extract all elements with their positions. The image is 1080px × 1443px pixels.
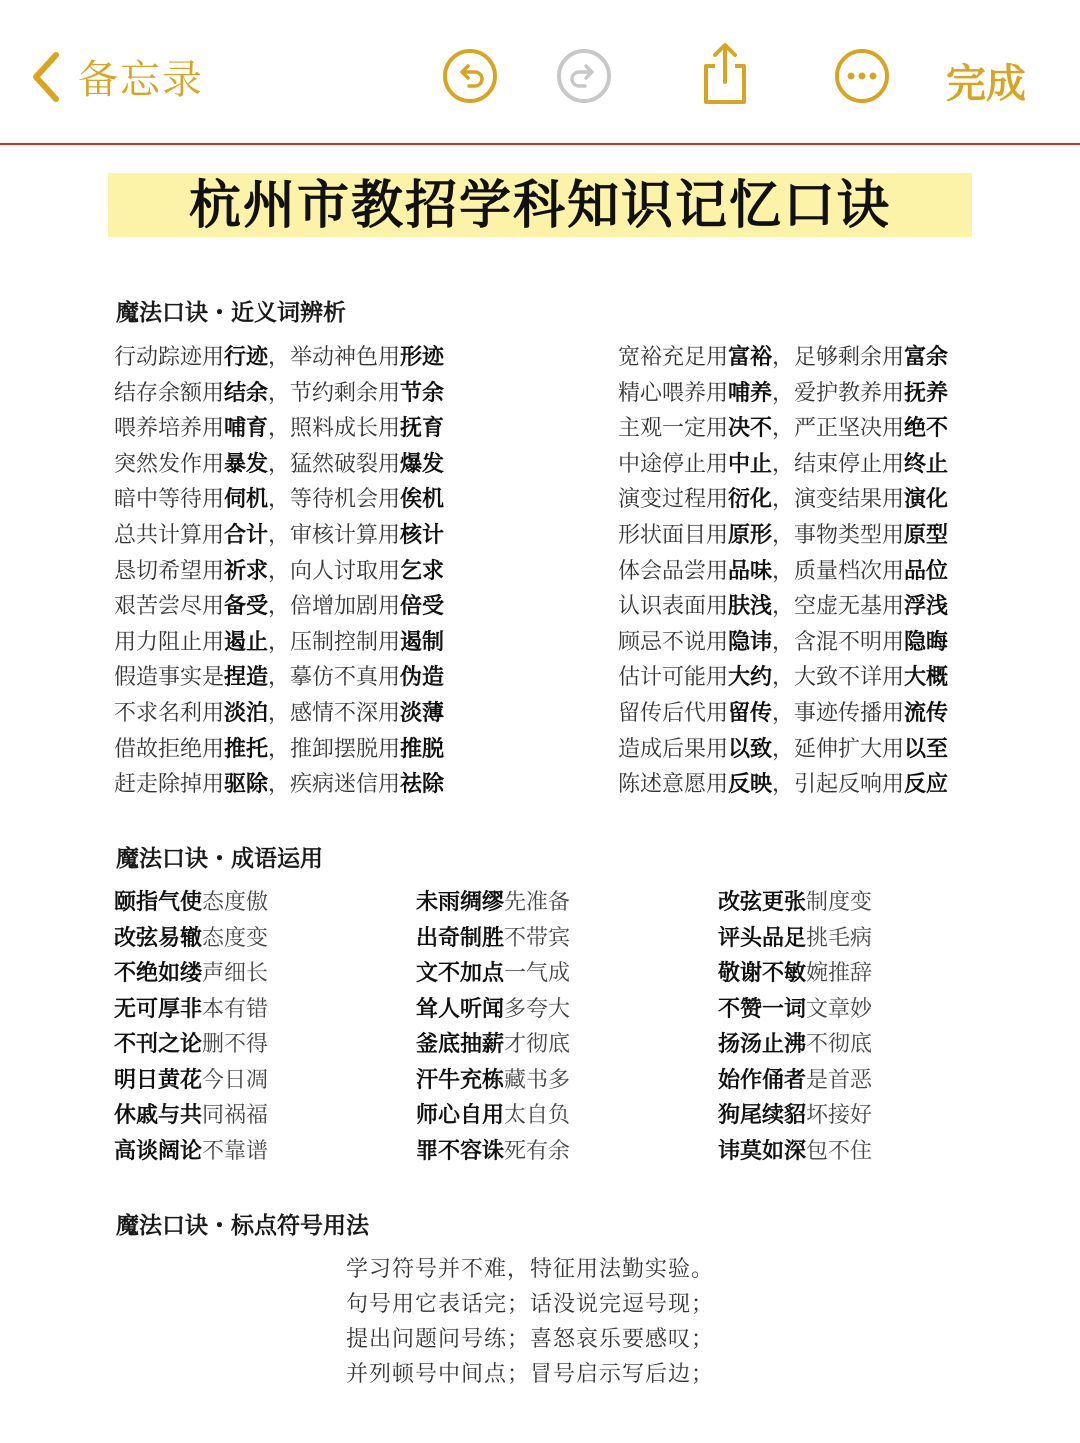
synonym-desc: ，大致不详用 [772, 665, 905, 691]
synonym-desc: ，质量档次用 [772, 558, 905, 584]
synonym-word: 乞求 [400, 557, 445, 584]
synonym-desc: 估计可能用 [618, 665, 729, 691]
synonym-desc: 赶走除掉用 [114, 772, 225, 798]
synonym-word: 结余 [224, 379, 269, 406]
synonym-desc: 用力阻止用 [114, 629, 225, 655]
toolbar [0, 0, 1080, 145]
idiom-row [718, 1098, 872, 1134]
synonym-desc: 宽裕充足用 [618, 345, 729, 370]
section-heading-punctuation: 魔法口诀・标点符号用法 [116, 1212, 369, 1239]
synonym-row [114, 732, 444, 768]
synonym-word: 暴发 [224, 450, 269, 477]
idiom-word: 罪不容诛 [416, 1137, 505, 1164]
idiom-word: 高谈阔论 [114, 1137, 203, 1164]
synonym-desc: ，推卸摆脱用 [268, 736, 401, 762]
idiom-meaning: 文章妙 [806, 996, 873, 1022]
synonym-row [114, 625, 444, 661]
synonym-word: 大约 [728, 664, 773, 691]
synonym-word: 衍化 [728, 486, 773, 513]
synonym-word: 隐晦 [904, 628, 949, 655]
synonym-word: 节余 [400, 379, 445, 406]
poem-line: 学习符号并不难，特征用法勤实验。 [346, 1257, 715, 1282]
synonym-desc: 借故拒绝用 [114, 736, 225, 762]
synonym-word: 爆发 [400, 450, 445, 477]
synonym-word: 捏造 [224, 664, 269, 691]
idiom-row [718, 885, 872, 921]
synonym-desc: 主观一定用 [618, 416, 729, 442]
synonym-word: 原型 [904, 521, 949, 548]
synonym-desc: ，足够剩余用 [772, 345, 905, 370]
idiom-meaning: 死有余 [504, 1138, 571, 1164]
synonym-desc: 喂养培养用 [114, 416, 225, 442]
more-icon[interactable] [834, 48, 890, 104]
idiom-word: 讳莫如深 [718, 1137, 807, 1164]
synonym-word: 以至 [904, 735, 949, 762]
synonym-desc: ，审核计算用 [268, 522, 401, 548]
idiom-meaning: 才彻底 [504, 1032, 571, 1057]
idiom-row [114, 885, 268, 921]
idiom-row [416, 1027, 570, 1063]
synonym-row [618, 482, 948, 518]
synonym-desc: 中途停止用 [618, 451, 729, 477]
synonym-desc: ，引起反响用 [772, 772, 905, 798]
synonym-row [618, 660, 948, 696]
idiom-word: 文不加点 [416, 960, 505, 986]
back-label: 备忘录 [78, 57, 204, 103]
idiom-row [718, 956, 872, 992]
synonym-row [618, 696, 948, 732]
done-button[interactable]: 完成 [946, 61, 1026, 107]
idiom-row [718, 921, 872, 957]
synonym-desc: 结存余额用 [114, 380, 225, 406]
synonym-word: 隐讳 [728, 628, 773, 655]
synonym-word: 核计 [400, 521, 445, 548]
synonym-desc: ，延伸扩大用 [772, 736, 905, 762]
idiom-word: 不赞一词 [718, 995, 807, 1022]
idiom-row [114, 1063, 268, 1099]
idiom-row [416, 956, 570, 992]
synonym-row [114, 376, 444, 412]
idiom-word: 不刊之论 [114, 1031, 203, 1057]
idiom-row [416, 1134, 570, 1170]
synonym-word: 绝不 [904, 415, 949, 442]
idiom-row [416, 992, 570, 1028]
synonym-desc: ，举动神色用 [268, 345, 401, 370]
idiom-row [718, 1027, 872, 1063]
synonym-word: 品位 [904, 557, 949, 584]
synonym-word: 驱除 [224, 771, 269, 798]
synonym-word: 合计 [224, 521, 269, 548]
idiom-word: 无可厚非 [114, 995, 203, 1022]
synonym-row [114, 589, 444, 625]
synonym-desc: ，倍增加剧用 [268, 594, 401, 620]
synonym-word: 肤浅 [728, 593, 773, 620]
synonym-desc: 陈述意愿用 [618, 772, 729, 798]
synonym-word: 遏制 [400, 628, 445, 655]
idiom-meaning: 多夸大 [504, 996, 571, 1022]
idiom-list-col3 [718, 885, 872, 1169]
idiom-meaning: 婉推辞 [806, 961, 873, 986]
idiom-meaning: 本有错 [202, 996, 269, 1022]
poem-line: 并列顿号中间点；冒号启示写后边； [346, 1362, 715, 1387]
synonym-word: 形迹 [400, 344, 445, 370]
redo-icon[interactable] [556, 48, 612, 104]
synonym-word: 大概 [904, 664, 949, 691]
synonym-row [114, 340, 444, 376]
idiom-meaning: 态度傲 [202, 890, 269, 915]
idiom-meaning: 制度变 [806, 890, 873, 915]
synonym-word: 行迹 [224, 344, 269, 370]
idiom-word: 汗牛充栋 [416, 1066, 505, 1093]
synonym-row [114, 767, 444, 803]
idiom-row [114, 1134, 268, 1170]
section-heading-idioms: 魔法口诀・成语运用 [116, 845, 323, 872]
synonym-desc: ，疾病迷信用 [268, 772, 401, 798]
idiom-row [114, 921, 268, 957]
idiom-row [416, 1098, 570, 1134]
synonym-word: 淡泊 [224, 699, 269, 726]
idiom-meaning: 一气成 [504, 961, 571, 986]
synonym-word: 祛除 [400, 771, 445, 798]
synonym-desc: ，节约剩余用 [268, 380, 401, 406]
idiom-meaning: 不带宾 [504, 925, 571, 951]
poem-line: 句号用它表话完；话没说完逗号现； [346, 1292, 715, 1317]
section-heading-synonyms: 魔法口诀・近义词辨析 [116, 299, 346, 326]
page-title: 杭州市教招学科知识记忆口诀 [108, 173, 972, 237]
synonym-word: 淡薄 [400, 699, 445, 726]
synonym-row [618, 767, 948, 803]
synonym-row [618, 554, 948, 590]
synonym-desc: ，等待机会用 [268, 487, 401, 513]
synonym-desc: 留传后代用 [618, 700, 729, 726]
synonym-desc: 演变过程用 [618, 487, 729, 513]
synonym-desc: ，结束停止用 [772, 451, 905, 477]
idiom-word: 始作俑者 [718, 1066, 807, 1093]
idiom-word: 出奇制胜 [416, 924, 505, 951]
synonym-row [618, 447, 948, 483]
synonym-word: 富余 [904, 344, 949, 370]
synonym-list-right [618, 340, 948, 803]
idiom-row [718, 992, 872, 1028]
synonym-row [114, 518, 444, 554]
synonym-row [114, 554, 444, 590]
idiom-meaning: 同祸福 [202, 1103, 269, 1128]
synonym-word: 伺机 [224, 486, 269, 513]
synonym-word: 祈求 [224, 557, 269, 584]
idiom-meaning: 今日凋 [202, 1067, 269, 1093]
synonym-word: 反映 [728, 771, 773, 798]
idiom-meaning: 挑毛病 [806, 925, 873, 951]
synonym-word: 哺育 [224, 415, 269, 442]
synonym-word: 抚育 [400, 415, 445, 442]
synonym-list-left [114, 340, 444, 803]
synonym-row [114, 696, 444, 732]
idiom-list-col2 [416, 885, 570, 1169]
idiom-meaning: 包不住 [806, 1138, 873, 1164]
synonym-word: 终止 [904, 450, 949, 477]
synonym-row [618, 518, 948, 554]
synonym-desc: 暗中等待用 [114, 487, 225, 513]
undo-icon[interactable] [442, 48, 498, 104]
synonym-desc: ，向人讨取用 [268, 558, 401, 584]
idiom-word: 釜底抽薪 [416, 1031, 505, 1057]
idiom-meaning: 太自负 [504, 1103, 571, 1128]
synonym-word: 遏止 [224, 628, 269, 655]
synonym-row [618, 340, 948, 376]
idiom-row [416, 921, 570, 957]
idiom-word: 颐指气使 [114, 889, 203, 915]
synonym-desc: ，事物类型用 [772, 522, 905, 548]
synonym-word: 中止 [728, 450, 773, 477]
synonym-row [618, 589, 948, 625]
synonym-desc: ，摹仿不真用 [268, 665, 401, 691]
synonym-word: 倍受 [400, 593, 445, 620]
synonym-word: 留传 [728, 699, 773, 726]
synonym-word: 浮浅 [904, 593, 949, 620]
synonym-desc: ，含混不明用 [772, 629, 905, 655]
idiom-word: 评头品足 [718, 924, 807, 951]
idiom-row [718, 1063, 872, 1099]
punctuation-poem [346, 1252, 714, 1392]
back-button[interactable] [30, 48, 204, 105]
idiom-meaning: 不靠谱 [202, 1138, 269, 1164]
synonym-desc: 艰苦尝尽用 [114, 594, 225, 620]
chevron-left-icon [30, 51, 60, 103]
idiom-word: 敬谢不敏 [718, 960, 807, 986]
synonym-word: 俟机 [400, 486, 445, 513]
synonym-word: 富裕 [728, 344, 773, 370]
idiom-word: 明日黄花 [114, 1066, 203, 1093]
idiom-row [114, 1027, 268, 1063]
idiom-word: 改弦易辙 [114, 924, 203, 951]
idiom-word: 狗尾续貂 [718, 1102, 807, 1128]
synonym-row [114, 660, 444, 696]
idiom-meaning: 坏接好 [806, 1103, 873, 1128]
synonym-word: 备受 [224, 593, 269, 620]
synonym-row [618, 376, 948, 412]
idiom-meaning: 不彻底 [806, 1032, 873, 1057]
idiom-meaning: 声细长 [202, 961, 269, 986]
synonym-desc: 恳切希望用 [114, 558, 225, 584]
synonym-word: 原形 [728, 521, 773, 548]
idiom-row [416, 1063, 570, 1099]
idiom-word: 未雨绸缪 [416, 889, 505, 915]
idiom-row [114, 992, 268, 1028]
idiom-word: 休戚与共 [114, 1102, 203, 1128]
synonym-row [618, 625, 948, 661]
synonym-row [114, 411, 444, 447]
synonym-desc: ，空虚无基用 [772, 594, 905, 620]
synonym-word: 哺养 [728, 379, 773, 406]
synonym-desc: ，照料成长用 [268, 416, 401, 442]
synonym-desc: 造成后果用 [618, 736, 729, 762]
idiom-meaning: 是首恶 [806, 1067, 873, 1093]
idiom-word: 耸人听闻 [416, 995, 505, 1022]
idiom-row [416, 885, 570, 921]
idiom-word: 改弦更张 [718, 889, 807, 915]
synonym-word: 推托 [224, 735, 269, 762]
synonym-word: 伪造 [400, 664, 445, 691]
poem-line: 提出问题问号练；喜怒哀乐要感叹； [346, 1327, 715, 1352]
idiom-list-col1 [114, 885, 268, 1169]
synonym-desc: ，演变结果用 [772, 487, 905, 513]
synonym-word: 决不 [728, 415, 773, 442]
synonym-desc: 精心喂养用 [618, 380, 729, 406]
synonym-desc: 行动踪迹用 [114, 345, 225, 370]
synonym-word: 流传 [904, 699, 949, 726]
idiom-row [114, 1098, 268, 1134]
synonym-desc: ，猛然破裂用 [268, 451, 401, 477]
synonym-desc: 形状面目用 [618, 522, 729, 548]
idiom-meaning: 先准备 [504, 890, 571, 915]
idiom-meaning: 删不得 [202, 1032, 269, 1057]
synonym-word: 品味 [728, 557, 773, 584]
synonym-desc: 顾忌不说用 [618, 629, 729, 655]
idiom-meaning: 藏书多 [504, 1067, 571, 1093]
synonym-word: 推脱 [400, 735, 445, 762]
synonym-desc: ，爱护教养用 [772, 380, 905, 406]
idiom-meaning: 态度变 [202, 925, 269, 951]
synonym-row [618, 732, 948, 768]
idiom-word: 扬汤止沸 [718, 1031, 807, 1057]
synonym-desc: ，事迹传播用 [772, 700, 905, 726]
synonym-desc: 认识表面用 [618, 594, 729, 620]
synonym-desc: ，感情不深用 [268, 700, 401, 726]
synonym-word: 演化 [904, 486, 949, 513]
synonym-desc: ，压制控制用 [268, 629, 401, 655]
synonym-row [618, 411, 948, 447]
synonym-row [114, 447, 444, 483]
synonym-word: 反应 [904, 771, 949, 798]
idiom-word: 师心自用 [416, 1102, 505, 1128]
idiom-row [718, 1134, 872, 1170]
share-icon[interactable] [698, 42, 752, 106]
idiom-word: 不绝如缕 [114, 960, 203, 986]
synonym-desc: 体会品尝用 [618, 558, 729, 584]
synonym-desc: 总共计算用 [114, 522, 225, 548]
synonym-desc: ，严正坚决用 [772, 416, 905, 442]
idiom-row [114, 956, 268, 992]
synonym-row [114, 482, 444, 518]
synonym-desc: 假造事实是 [114, 665, 225, 691]
synonym-desc: 突然发作用 [114, 451, 225, 477]
synonym-word: 抚养 [904, 379, 949, 406]
synonym-desc: 不求名利用 [114, 700, 225, 726]
synonym-word: 以致 [728, 735, 773, 762]
